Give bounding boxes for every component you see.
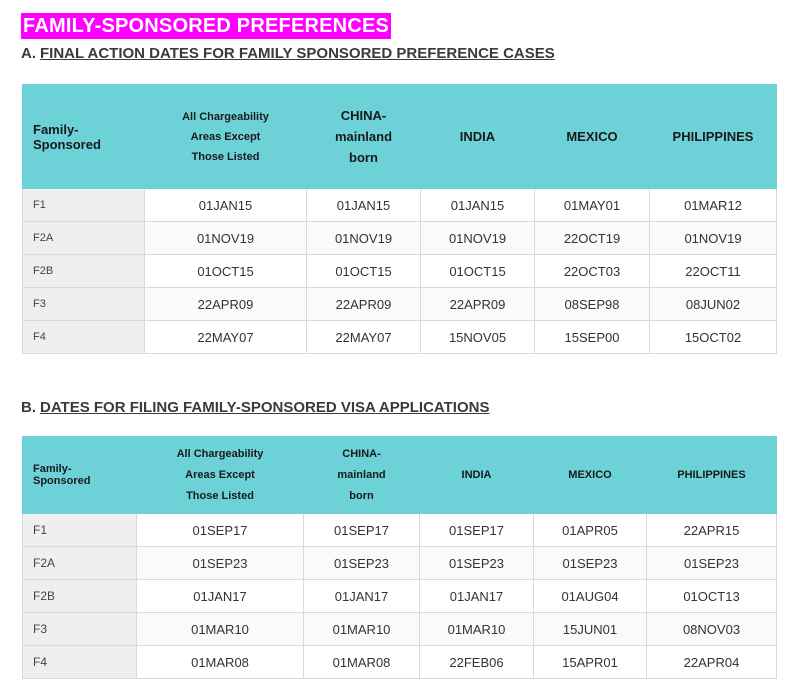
date-cell: 22OCT11 [650, 255, 777, 288]
preference-category-cell: F1 [23, 189, 145, 222]
date-cell: 01NOV19 [145, 222, 307, 255]
date-cell: 01JAN17 [420, 580, 534, 613]
column-header [145, 85, 307, 189]
column-header-line: All Chargeability [182, 110, 269, 123]
column-header [304, 437, 420, 514]
column-header-line: MEXICO [568, 469, 612, 481]
table-row [23, 255, 777, 288]
column-header-line: PHILIPPINES [672, 129, 754, 144]
date-cell: 08NOV03 [647, 613, 777, 646]
final-action-dates-table [22, 84, 777, 354]
column-header-line: Family- [33, 121, 79, 137]
column-header [647, 437, 777, 514]
date-cell: 15JUN01 [534, 613, 647, 646]
column-header [307, 85, 421, 189]
date-cell: 22FEB06 [420, 646, 534, 679]
date-cell: 01JAN15 [307, 189, 421, 222]
date-cell: 01JAN15 [145, 189, 307, 222]
section-a-heading [21, 45, 555, 62]
column-header [23, 437, 137, 514]
table-row [23, 613, 777, 646]
preference-category-cell: F3 [23, 613, 137, 646]
preference-category-cell: F4 [23, 321, 145, 354]
table-row [23, 547, 777, 580]
date-cell: 01NOV19 [650, 222, 777, 255]
column-header-line: Family- [33, 463, 72, 475]
date-cell: 01SEP23 [420, 547, 534, 580]
date-cell: 22MAY07 [145, 321, 307, 354]
column-header-line: Sponsored [33, 136, 101, 152]
date-cell: 01OCT15 [145, 255, 307, 288]
date-cell: 22APR15 [647, 514, 777, 547]
date-cell: 01JAN17 [304, 580, 420, 613]
date-cell: 01MAR08 [137, 646, 304, 679]
section-b-title: DATES FOR FILING FAMILY-SPONSORED VISA APPLICATIONS [40, 399, 490, 416]
date-cell: 01MAR10 [137, 613, 304, 646]
date-cell: 01NOV19 [307, 222, 421, 255]
date-cell: 22APR09 [145, 288, 307, 321]
date-cell: 22APR09 [421, 288, 535, 321]
date-cell: 01MAR12 [650, 189, 777, 222]
table-row [23, 646, 777, 679]
date-cell: 01MAY01 [535, 189, 650, 222]
date-cell: 01MAR10 [420, 613, 534, 646]
table-row [23, 514, 777, 547]
column-header-line: mainland [337, 468, 386, 481]
date-cell: 01APR05 [534, 514, 647, 547]
header-row [23, 85, 777, 189]
dates-for-filing-table [22, 436, 777, 679]
date-cell: 15NOV05 [421, 321, 535, 354]
section-b-heading [21, 399, 489, 416]
column-header-line: born [349, 489, 374, 502]
date-cell: 01OCT13 [647, 580, 777, 613]
column-header [420, 437, 534, 514]
column-header-line: PHILIPPINES [677, 469, 746, 481]
column-header [650, 85, 777, 189]
column-header-line: All Chargeability [176, 447, 264, 460]
preference-category-cell: F2B [23, 580, 137, 613]
column-header-line: Areas Except [185, 468, 255, 481]
preference-category-cell: F2B [23, 255, 145, 288]
date-cell: 01SEP23 [534, 547, 647, 580]
preference-category-cell: F2A [23, 547, 137, 580]
column-header-line: mainland [334, 129, 393, 144]
column-header-line: INDIA [461, 469, 492, 481]
date-cell: 01MAR08 [304, 646, 420, 679]
date-cell: 01SEP17 [304, 514, 420, 547]
column-header-line: CHINA- [340, 108, 387, 123]
date-cell: 01OCT15 [307, 255, 421, 288]
column-header [534, 437, 647, 514]
date-cell: 01SEP23 [137, 547, 304, 580]
section-b-prefix: B. [21, 399, 36, 416]
preference-category-cell: F4 [23, 646, 137, 679]
date-cell: 01SEP17 [137, 514, 304, 547]
column-header-line: MEXICO [566, 129, 618, 144]
date-cell: 01MAR10 [304, 613, 420, 646]
date-cell: 22MAY07 [307, 321, 421, 354]
page-title: FAMILY-SPONSORED PREFERENCES [23, 15, 390, 37]
date-cell: 08SEP98 [535, 288, 650, 321]
column-header-line: Areas Except [190, 130, 261, 143]
column-header-line: born [349, 150, 378, 165]
date-cell: 01SEP23 [647, 547, 777, 580]
column-header-line: Those Listed [186, 489, 254, 502]
date-cell: 01SEP17 [420, 514, 534, 547]
header-row [23, 437, 777, 514]
column-header [535, 85, 650, 189]
date-cell: 01NOV19 [421, 222, 535, 255]
date-cell: 22OCT19 [535, 222, 650, 255]
date-cell: 01SEP23 [304, 547, 420, 580]
date-cell: 01JAN15 [421, 189, 535, 222]
date-cell: 15APR01 [534, 646, 647, 679]
date-cell: 15SEP00 [535, 321, 650, 354]
column-header-line: INDIA [459, 129, 496, 144]
column-header-line: Sponsored [33, 475, 91, 487]
preference-category-cell: F1 [23, 514, 137, 547]
date-cell: 01JAN17 [137, 580, 304, 613]
date-cell: 22OCT03 [535, 255, 650, 288]
table-row [23, 321, 777, 354]
date-cell: 01OCT15 [421, 255, 535, 288]
date-cell: 01AUG04 [534, 580, 647, 613]
table-row [23, 288, 777, 321]
date-cell: 22APR09 [307, 288, 421, 321]
table-row [23, 222, 777, 255]
column-header [23, 85, 145, 189]
date-cell: 22APR04 [647, 646, 777, 679]
date-cell: 08JUN02 [650, 288, 777, 321]
column-header [421, 85, 535, 189]
section-a-title: FINAL ACTION DATES FOR FAMILY SPONSORED PREFERENCE CASES [40, 45, 555, 62]
column-header-line: Those Listed [191, 150, 260, 163]
table-row [23, 189, 777, 222]
column-header [137, 437, 304, 514]
preference-category-cell: F2A [23, 222, 145, 255]
preference-category-cell: F3 [23, 288, 145, 321]
column-header-line: CHINA- [342, 447, 381, 460]
section-a-prefix: A. [21, 45, 36, 62]
date-cell: 15OCT02 [650, 321, 777, 354]
table-row [23, 580, 777, 613]
